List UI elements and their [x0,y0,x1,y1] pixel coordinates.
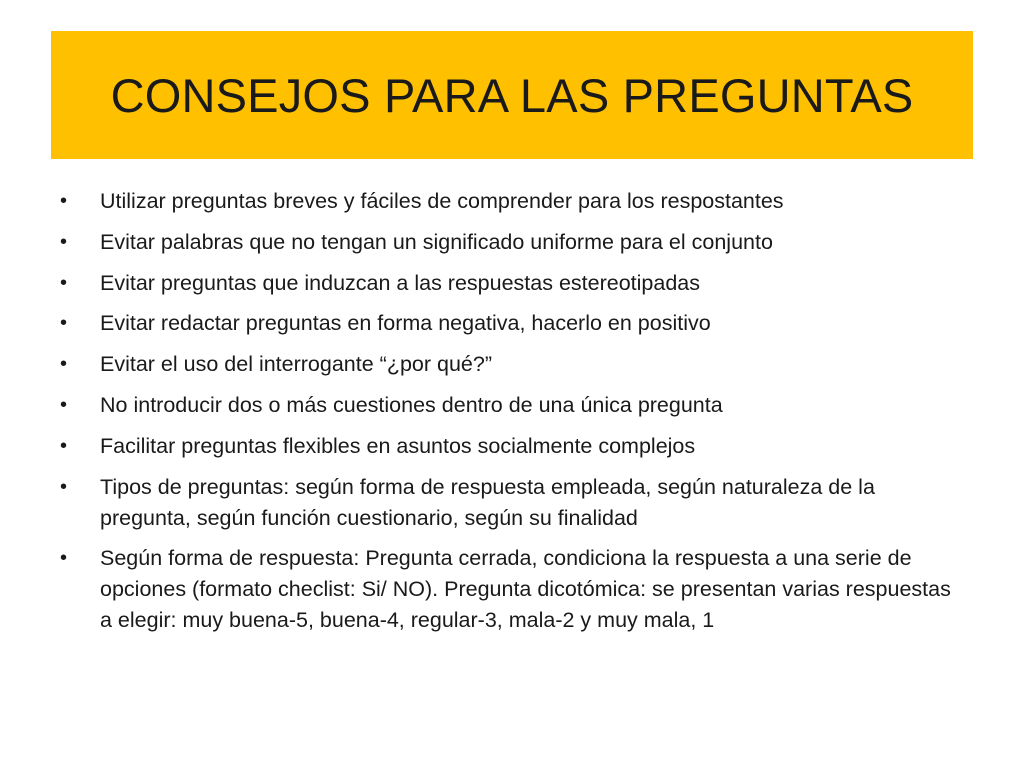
bullet-text: Evitar palabras que no tengan un significado uniforme para el conjunto [100,229,773,254]
bullet-item [60,227,960,258]
bullet-list [60,186,960,646]
bullet-icon: • [60,434,68,457]
bullet-text: Facilitar preguntas flexibles en asuntos socialmente complejos [100,433,696,458]
bullet-text: Evitar redactar preguntas en forma negativa, hacerlo en positivo [100,311,711,336]
bullet-item [60,472,960,534]
bullet-text: Utilizar preguntas breves y fáciles de comprender para los respostantes [100,189,784,213]
title-banner [51,31,973,159]
bullet-text: Según forma de respuesta: Pregunta cerrada, condiciona la respuesta a una serie de opciones (formato checlist: Si/ NO). Pregunta dicotómica: se presentan varias respuestas a elegir: muy buena-5, buena-4, regular-3, mala-2 y muy mala, 1 [100,546,951,633]
bullet-item [60,308,960,339]
slide-title: CONSEJOS PARA LAS PREGUNTAS [110,68,914,122]
bullet-icon: • [60,230,68,253]
bullet-item [60,390,960,421]
bullet-item [60,543,960,636]
bullet-text: No introducir dos o más cuestiones dentro de una única pregunta [100,392,723,417]
bullet-text: Evitar preguntas que induzcan a las respuestas estereotipadas [100,270,700,295]
bullet-item [60,186,960,217]
bullet-item [60,431,960,462]
bullet-icon: • [60,475,68,498]
bullet-icon: • [60,353,68,376]
bullet-text: Evitar el uso del interrogante “¿por qué?” [100,352,492,377]
bullet-text: Tipos de preguntas: según forma de respuesta empleada, según naturaleza de la pregunta, según función cuestionario, según su finalidad [100,474,875,530]
bullet-icon: • [60,393,68,416]
bullet-icon: • [60,312,68,335]
bullet-icon: • [60,190,68,212]
bullet-item [60,349,960,380]
bullet-icon: • [60,271,68,294]
bullet-item [60,268,960,299]
bullet-icon: • [60,547,68,570]
